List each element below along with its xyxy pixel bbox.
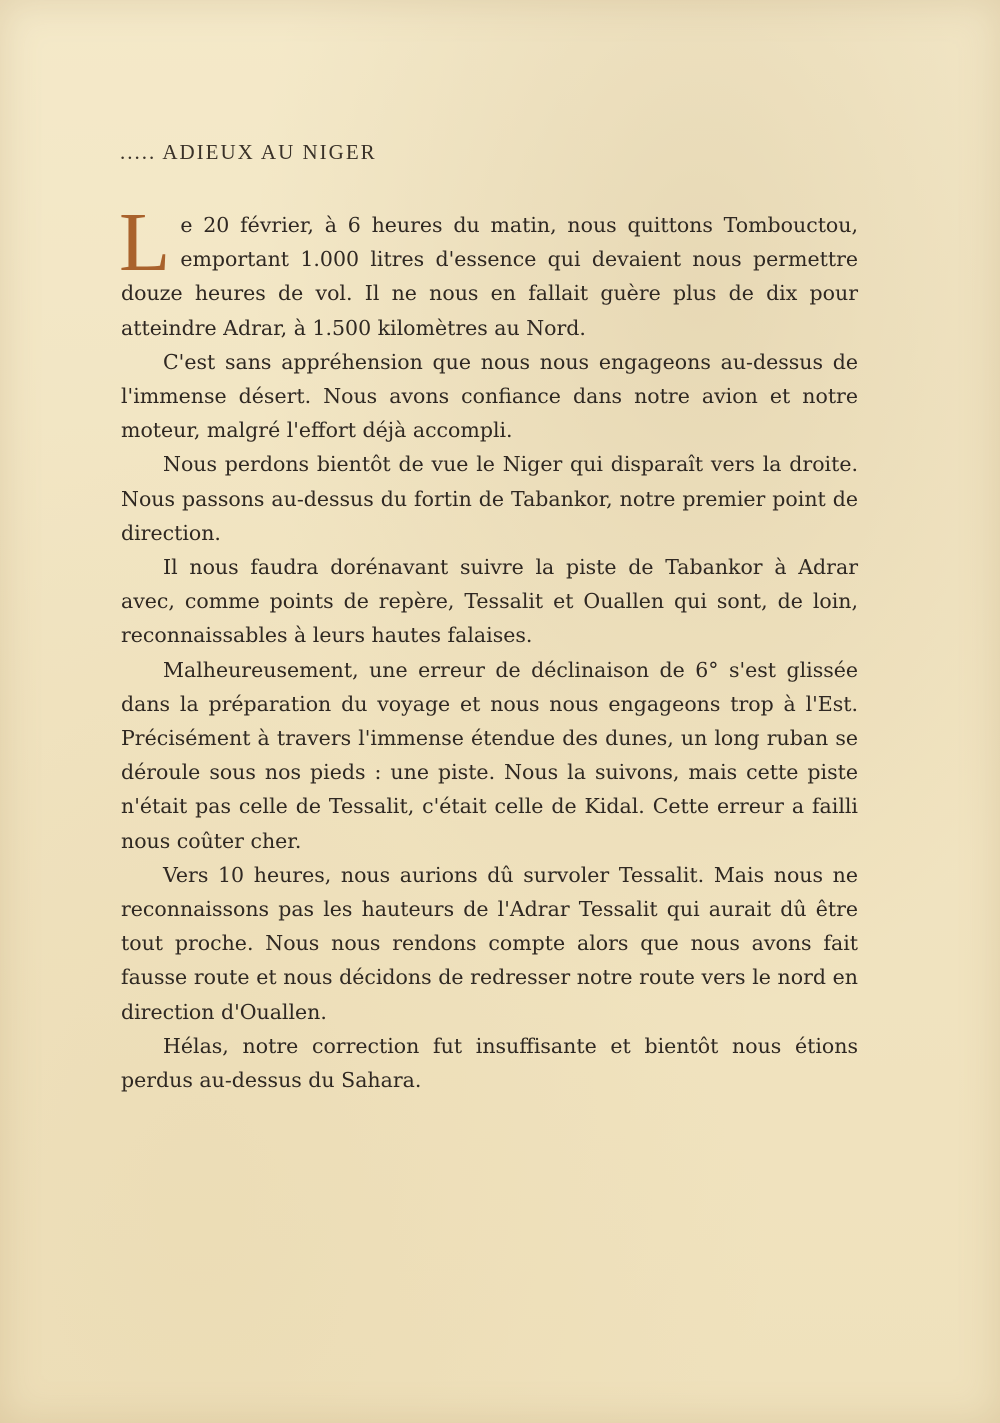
paragraph-2: C'est sans appréhension que nous nous engageons au-dessus de l'immense désert. Nous avons confiance dans notre avion et notre moteur, malgré l'effort déjà accompli. [121, 349, 858, 443]
paragraph-5: Malheureusement, une erreur de déclinaison de 6° s'est glissée dans la préparation du voyage et nous nous engageons trop à l'Est. Précisément à travers l'immense étendue des dunes, un long ruban se déroule sous nos pieds : une piste. Nous la suivons, mais cette piste n'était pas celle de Tessalit, c'était celle de Kidal. Cette erreur a failli nous coûter cher. [121, 657, 858, 853]
drop-cap: L [119, 196, 171, 289]
paragraph-7: Hélas, notre correction fut insuffisante et bientôt nous étions perdus au-dessus du Sahara. [121, 1033, 858, 1093]
body-text [119, 196, 858, 1097]
running-head: ..... ADIEUX AU NIGER [120, 140, 377, 164]
paragraph-6: Vers 10 heures, nous aurions dû survoler Tessalit. Mais nous ne reconnaissons pas les hauteurs de l'Adrar Tessalit qui aurait dû être tout proche. Nous nous rendons compte alors que nous avons fait fausse route et nous décidons de redresser notre route vers le nord en direction d'Ouallen. [121, 862, 858, 1024]
paragraph-1-text: e 20 février, à 6 heures du matin, nous quittons Tombouctou, emportant 1.000 litres d'essence qui devaient nous permettre douze heures de vol. Il ne nous en fallait guère plus de dix pour atteindre Adrar, à 1.500 kilomètres au Nord. [121, 213, 858, 340]
paragraph-3: Nous perdons bientôt de vue le Niger qui disparaît vers la droite. Nous passons au-dessus du fortin de Tabankor, notre premier point de direction. [121, 452, 858, 545]
paragraph-1 [119, 196, 858, 345]
paragraph-4: Il nous faudra dorénavant suivre la piste de Tabankor à Adrar avec, comme points de repère, Tessalit et Ouallen qui sont, de loin, reconnaissables à leurs hautes falaises. [121, 555, 858, 648]
